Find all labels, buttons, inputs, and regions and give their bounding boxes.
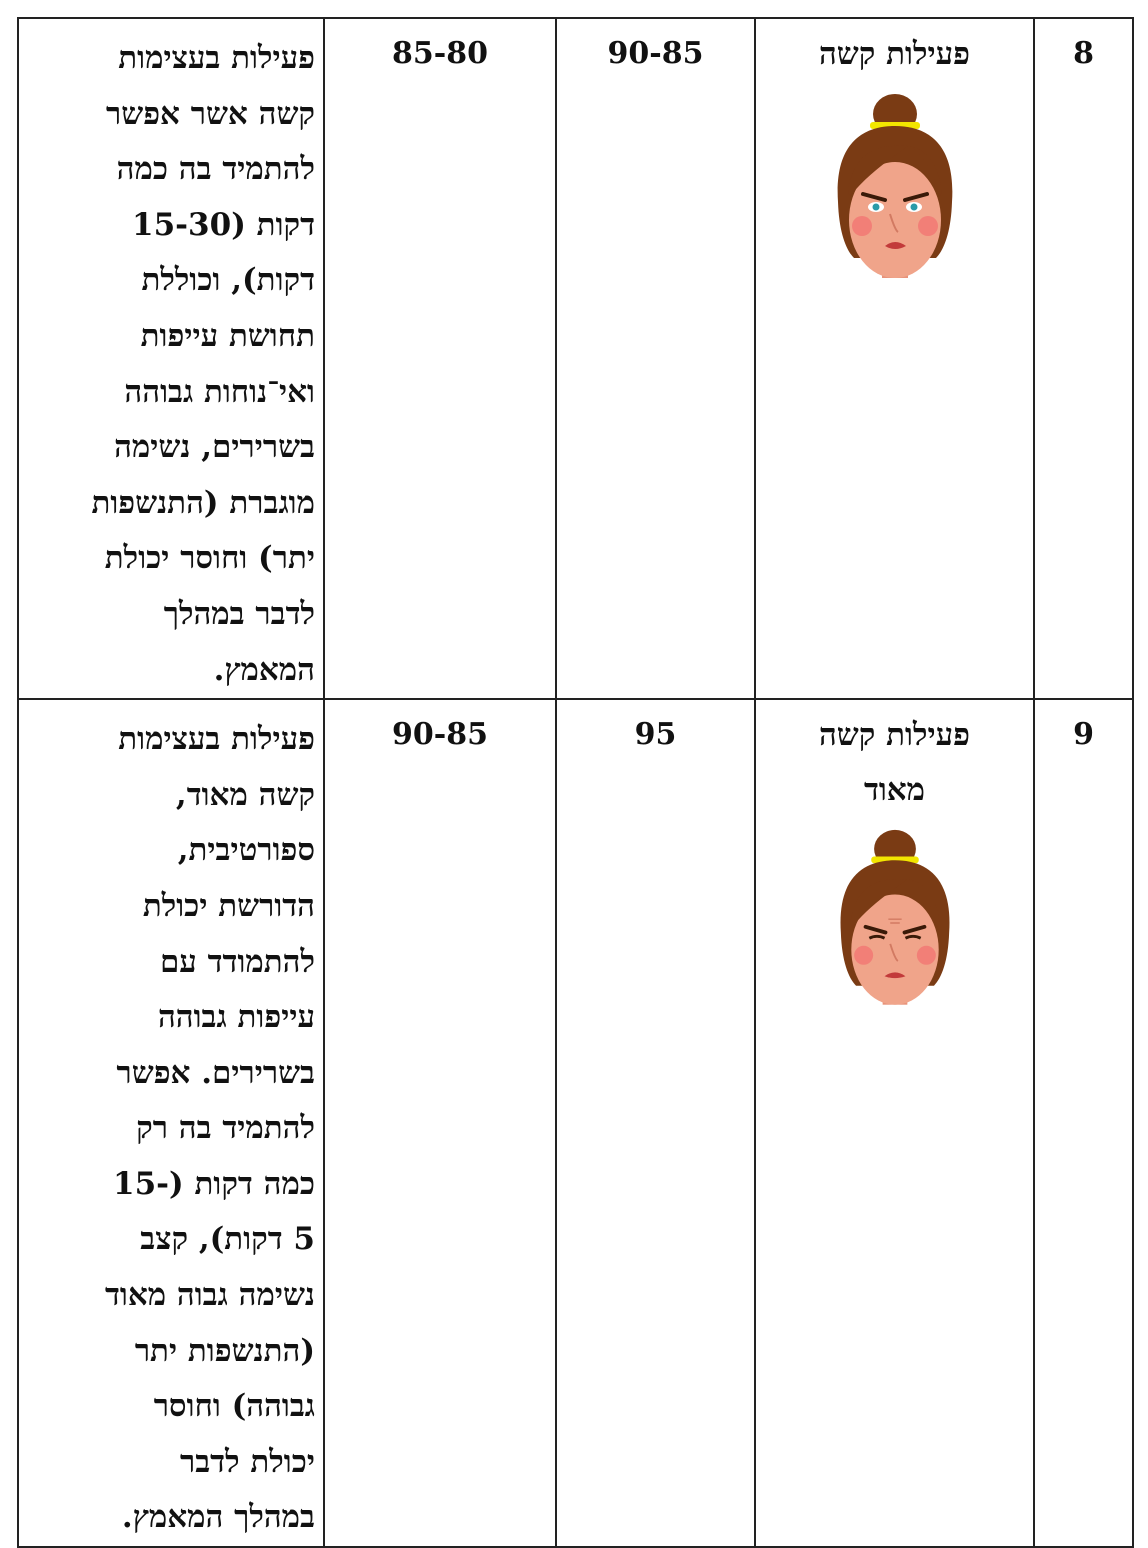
level-number: 8 xyxy=(1073,36,1094,71)
range-b-cell xyxy=(324,699,556,1547)
range-a-value: 95 xyxy=(634,717,677,753)
table-row xyxy=(18,18,1133,699)
label-cell xyxy=(755,699,1034,1547)
level-number: 9 xyxy=(1073,717,1094,753)
range-b-value: 85-80 xyxy=(392,36,488,71)
description-text: פעילות בעצימות קשה אשר אפשר להתמיד בה כמה דקות (15-30 דקות), וכוללת תחושת עייפות ואי־נוחות גבוהה בשרירים, נשימה מוגברת (התנשפות יתר) וחוסר יכולת לדבר במהלך המאמץ. xyxy=(91,40,315,688)
label-cell xyxy=(755,18,1034,699)
range-a-cell xyxy=(556,18,755,699)
description-cell xyxy=(18,18,324,699)
intensity-label: פעילות קשה מאוד xyxy=(818,717,971,809)
level-cell xyxy=(1034,699,1133,1547)
range-a-value: 90-85 xyxy=(607,36,704,71)
range-a-cell xyxy=(556,699,755,1547)
range-b-value: 90-85 xyxy=(392,717,488,753)
range-b-cell xyxy=(324,18,556,699)
angry-woman-face-icon xyxy=(830,92,960,292)
intensity-label: פעילות קשה xyxy=(818,36,971,72)
description-cell xyxy=(18,699,324,1547)
level-cell xyxy=(1034,18,1133,699)
description-text: פעילות בעצימות קשה מאוד, ספורטיבית, הדורשת יכולת להתמודד עם עייפות גבוהה בשרירים. אפשר להתמיד בה רק כמה דקות (-15 5 דקות), קצב נשימה גבוה מאוד (התנשפות יתר גבוהה) וחוסר יכולת לדבר במהלך המאמץ. xyxy=(104,721,315,1536)
intensity-table xyxy=(17,17,1134,1548)
strained-woman-face-icon xyxy=(830,828,960,1018)
table-row xyxy=(18,699,1133,1547)
